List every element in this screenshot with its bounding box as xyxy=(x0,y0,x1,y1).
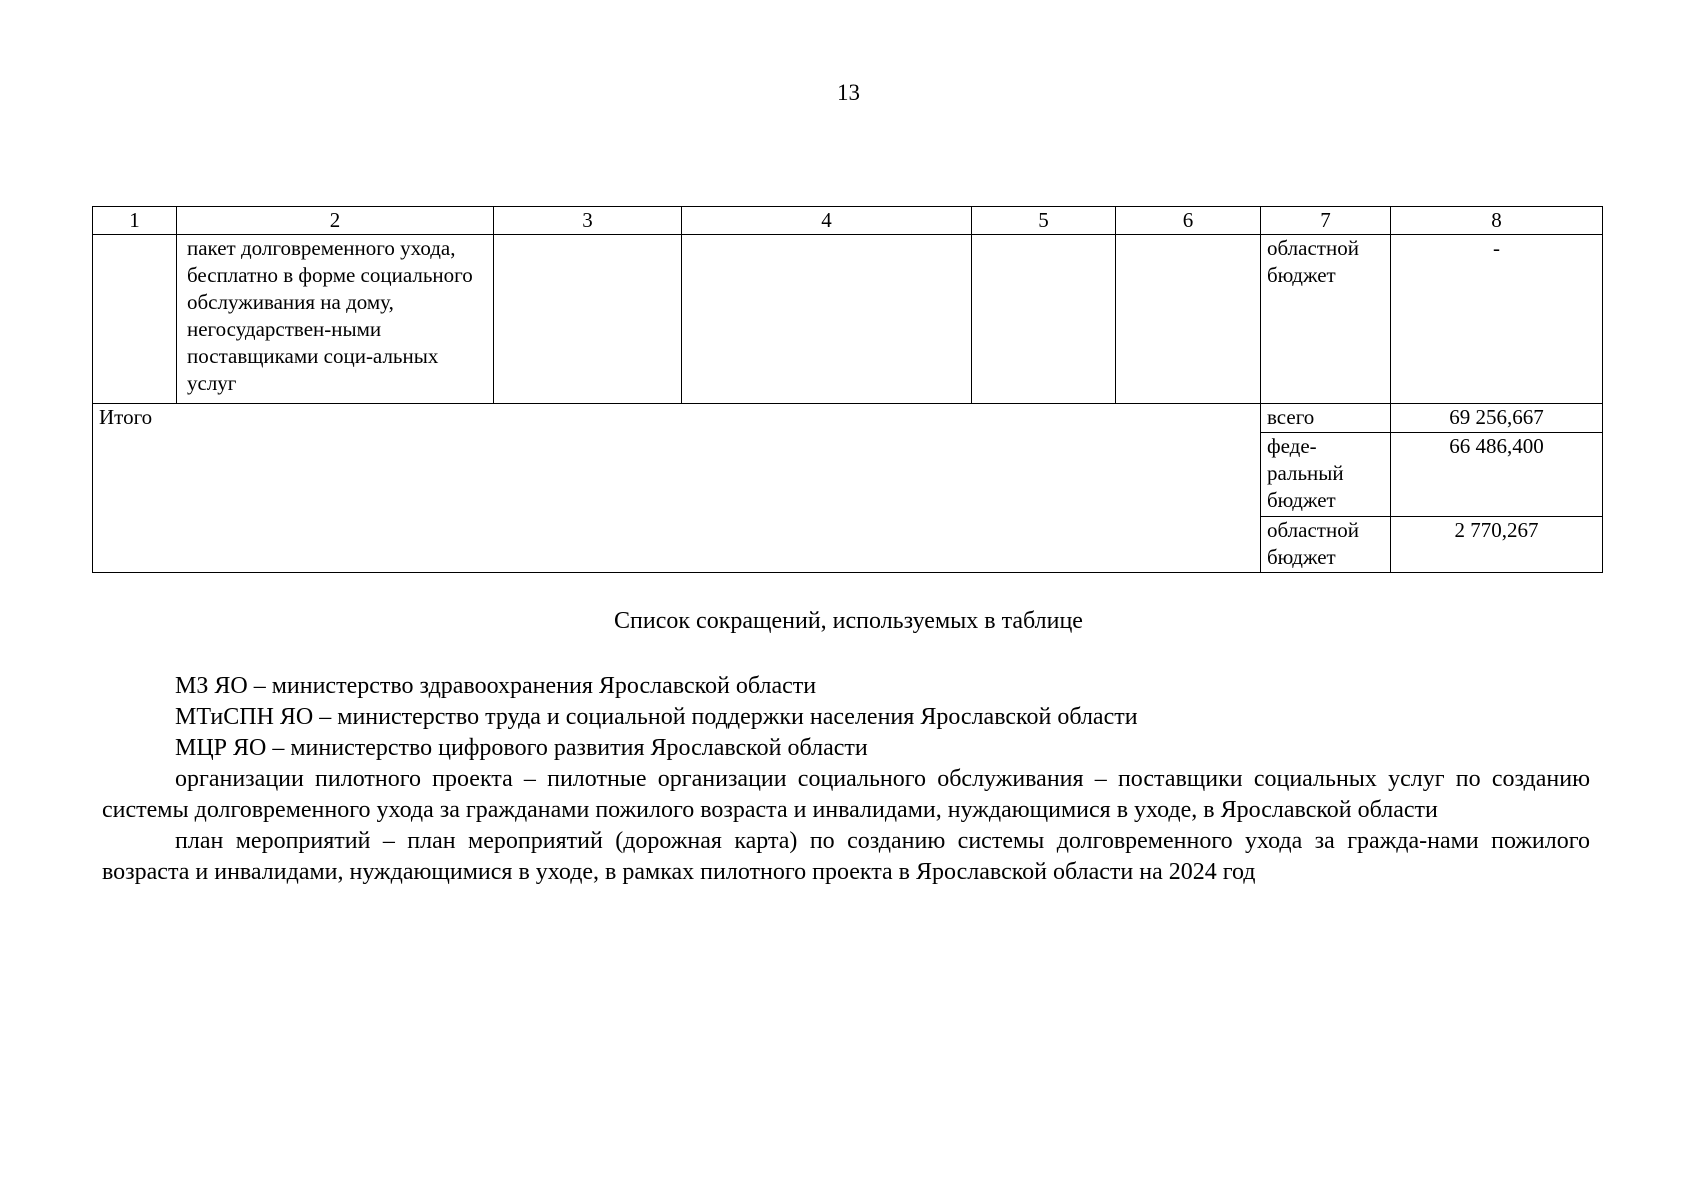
table-header-row xyxy=(93,207,1603,235)
abbreviation-item: МЦР ЯО – министерство цифрового развития Ярославской области xyxy=(175,735,868,761)
header-cell: 5 xyxy=(972,207,1116,235)
total-source: областной бюджет xyxy=(1261,517,1391,573)
header-cell: 7 xyxy=(1261,207,1391,235)
total-source: всего xyxy=(1261,404,1391,433)
header-cell: 3 xyxy=(494,207,682,235)
header-cell: 2 xyxy=(177,207,494,235)
row-cell-source: областной бюджет xyxy=(1261,235,1391,404)
total-amount: 2 770,267 xyxy=(1391,517,1603,573)
abbreviation-item: организации пилотного проекта – пилотные организации социального обслуживания – поставщики социальных услуг по созданию системы долговременного ухода за гражданами пожилого возраста и инвалидами, нуждающимися в уходе, в Ярославской области xyxy=(102,766,1590,823)
abbreviation-item: план мероприятий – план мероприятий (дорожная карта) по созданию системы долговременного ухода за гражда-нами пожилого возраста и инвалидами, нуждающимися в уходе, в рамках пилотного проекта в Ярославской области на 2024 год xyxy=(102,828,1590,885)
row-cell-description: пакет долговременного ухода, бесплатно в форме социального обслуживания на дому, негосударствен-ными поставщиками соци-альных услуг xyxy=(177,235,494,404)
abbreviation-item: МТиСПН ЯО – министерство труда и социальной поддержки населения Ярославской области xyxy=(175,704,1138,730)
row-cell-amount: - xyxy=(1391,235,1603,404)
row-cell-3 xyxy=(494,235,682,404)
total-amount: 69 256,667 xyxy=(1391,404,1603,433)
abbreviation-item: МЗ ЯО – министерство здравоохранения Ярославской области xyxy=(175,673,817,699)
row-cell-1 xyxy=(93,235,177,404)
row-cell-6 xyxy=(1116,235,1261,404)
total-row-all xyxy=(93,404,1603,433)
row-cell-4 xyxy=(682,235,972,404)
total-label: Итого xyxy=(93,404,1261,573)
header-cell: 1 xyxy=(93,207,177,235)
page-number: 13 xyxy=(837,80,860,105)
total-source: феде-ральный бюджет xyxy=(1261,433,1391,517)
abbreviations-list xyxy=(102,671,1590,888)
budget-table xyxy=(92,206,1603,573)
header-cell: 6 xyxy=(1116,207,1261,235)
header-cell: 8 xyxy=(1391,207,1603,235)
total-amount: 66 486,400 xyxy=(1391,433,1603,517)
abbreviations-title: Список сокращений, используемых в таблице xyxy=(614,608,1083,634)
row-cell-5 xyxy=(972,235,1116,404)
header-cell: 4 xyxy=(682,207,972,235)
table-row xyxy=(93,235,1603,404)
